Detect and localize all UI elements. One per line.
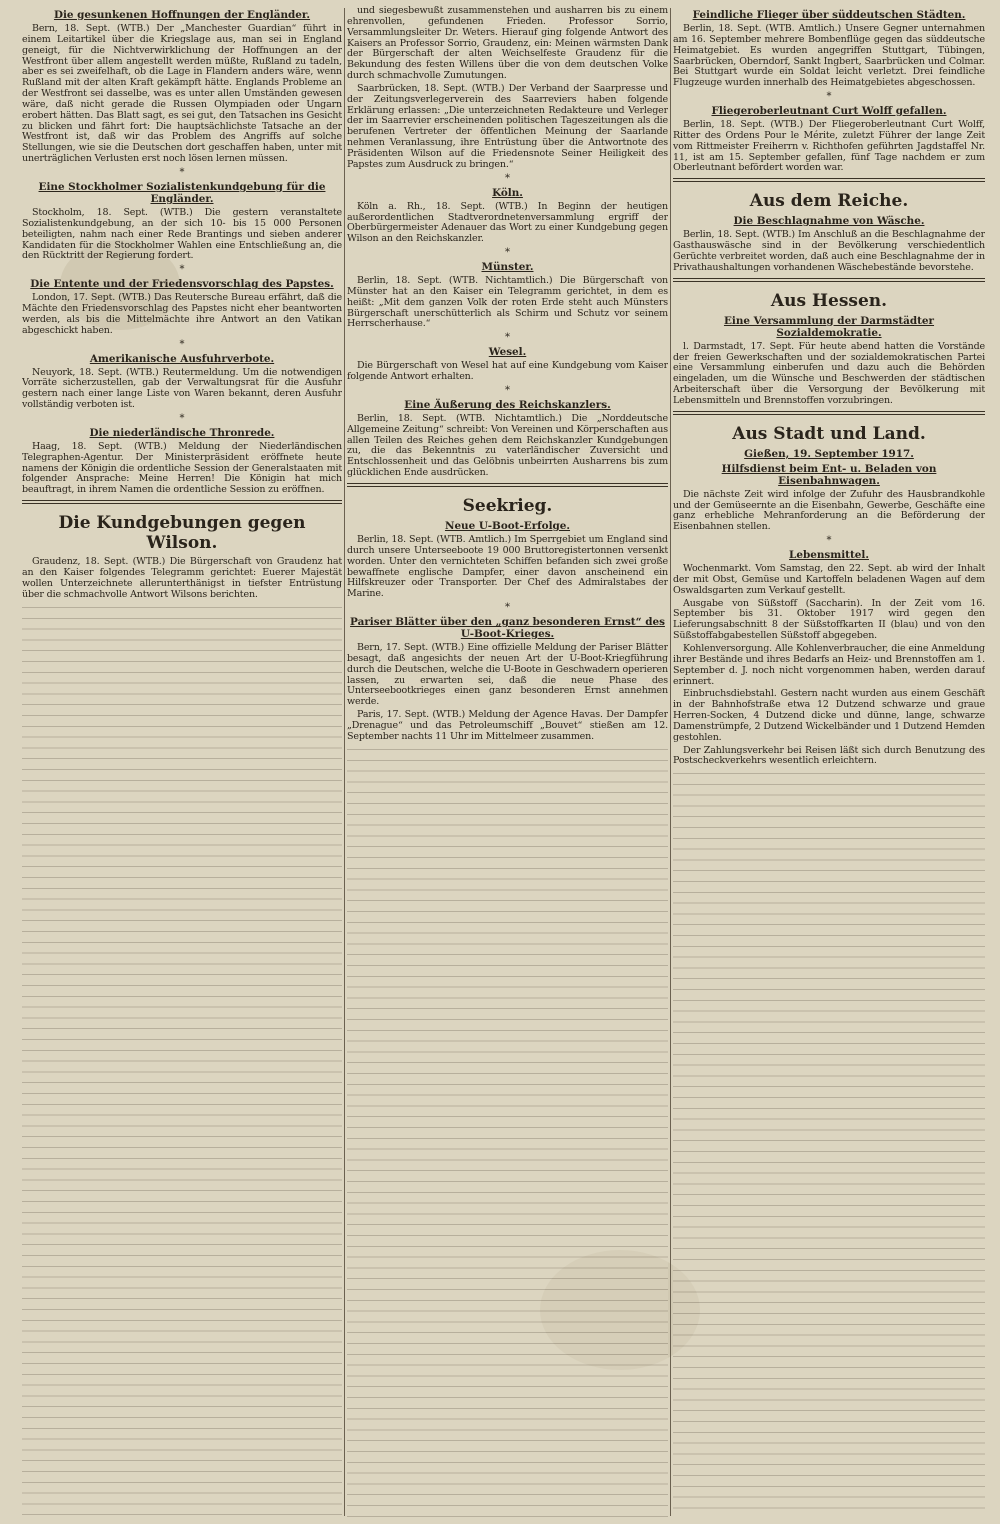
article-paragraph: Die nächste Zeit wird infolge der Zufuhr des Hausbrandkohle und der Gemüseernte an die Eisenbahn, Gewerbe, Geschäfte eine ganz erhebliche Mehranforderung an die Beförderung der Eisenbahnen stellen. (673, 488, 985, 533)
article-paragraph: Wochenmarkt. Vom Samstag, den 22. Sept. ab wird der Inhalt der mit Obst, Gemüse und Kartoffeln beladenen Wagen auf dem Oswaldsgarten zum Verkauf gestellt. (673, 563, 985, 596)
separator-asterisk: * (179, 412, 185, 424)
article-paragraph: l. Darmstadt, 17. Sept. Für heute abend hatten die Vorstände der freien Gewerkschaften und der sozialdemokratischen Partei eine Versammlung einberufen und dazu auch die Behörden eingeladen, um die Wünsche und Beschwerden der städtischen Arbeiterschaft über die Versorgung der Bevölkerung mit Lebensmitteln und Brennstoffen vorzubringen. (673, 340, 985, 406)
separator-asterisk: * (826, 535, 832, 547)
illegible-text-block (347, 745, 668, 1518)
section-heading: Aus dem Reiche. (749, 191, 909, 212)
article-headline: Neue U-Boot-Erfolge. (444, 520, 571, 532)
article-paragraph: Einbruchsdiebstahl. Gestern nacht wurden aus einem Geschäft in der Bahnhofstraße etwa 12 Dutzend schwarze und graue Herren-Socken, 4 Dutzend dicke und dünne, lange, schwarze Damenstrümpfe, 2 Dutzend Wickelbänder und 1 Dutzend Hemden gestohlen. (673, 688, 985, 743)
column-right (673, 6, 985, 1518)
article-headline: Hilfsdienst beim Ent- u. Beladen von Eisenbahnwagen. (721, 462, 937, 487)
article-paragraph: Der Zahlungsverkehr bei Reisen läßt sich durch Benutzung des Postscheckverkehrs wesentlich erleichtern. (673, 744, 985, 767)
article-headline: Die Beschlagnahme von Wäsche. (733, 215, 925, 228)
article-paragraph: Berlin, 18. Sept. (WTB. Amtlich.) Im Sperrgebiet um England sind durch unsere Unterseeboote 19 000 Bruttoregistertonnen versenkt worden. Unter den vernichteten Schiffen befanden sich zwei große bewaffnete englische Dampfer, einer davon anscheinend ein Hilfskreuzer oder Transporter. Der Chef des Admiralstabes der Marine. (347, 534, 668, 600)
article-headline: Die Entente und der Friedensvorschlag des Papstes. (30, 278, 334, 291)
article-paragraph: Die Bürgerschaft von Wesel hat auf eine Kundgebung vom Kaiser folgende Antwort erhalten. (347, 360, 668, 383)
article-paragraph: Bern, 17. Sept. (WTB.) Eine offizielle Meldung der Pariser Blätter besagt, daß angesichts der neuen Art der U-Boot-Kriegführung durch die Deutschen, welche die U-Boote in Geschwadern operieren lassen, zu erwarten sei, daß die neue Phase des Unterseebootkrieges einen ganz besonderen Ernst annehmen werde. (347, 642, 668, 708)
separator-asterisk: * (826, 91, 832, 103)
article-paragraph: Paris, 17. Sept. (WTB.) Meldung der Agence Havas. Der Dampfer „Drenague“ und das Petroleumschiff „Bouvet“ stießen am 12. September nachts 11 Uhr im Mittelmeer zusammen. (347, 709, 668, 742)
article-paragraph: London, 17. Sept. (WTB.) Das Reutersche Bureau erfährt, daß die Mächte den Friedensvorschlag des Papstes nicht eher beantworten werden, als bis die Mittelmächte ihre Antwort an den Vatikan abgeschickt haben. (22, 292, 342, 336)
section-divider (673, 278, 985, 282)
article-headline: Münster. (481, 261, 534, 274)
separator-asterisk: * (179, 264, 185, 276)
article-headline: Feindliche Flieger über süddeutschen Städten. (692, 9, 966, 21)
article-headline: Pariser Blätter über den „ganz besonderen Ernst“ des U-Boot-Krieges. (350, 616, 665, 641)
separator-asterisk: * (179, 166, 185, 178)
article-headline: Köln. (492, 186, 523, 199)
separator-asterisk: * (505, 172, 510, 184)
article-paragraph: Kohlenversorgung. Alle Kohlenverbraucher, die eine Anmeldung ihrer Bestände und ihres Bedarfs an Heiz- und Brennstoffen am 1. September d. J. noch nicht vorgenommen haben, werden darauf erinnert. (673, 643, 985, 687)
section-divider (347, 483, 668, 487)
separator-asterisk: * (505, 247, 510, 259)
illegible-text-block (22, 603, 342, 1518)
section-heading: Aus Hessen. (770, 290, 888, 311)
article-headline: Die gesunkenen Hoffnungen der Engländer. (53, 9, 311, 21)
article-paragraph: Berlin, 18. Sept. (WTB. Nichtamtlich.) Die „Norddeutsche Allgemeine Zeitung“ schreibt: Von Vereinen und Körperschaften aus allen Teilen des Reiches gehen dem Reichskanzler Kundgebungen zu, die das Bekenntnis zu vaterländischer Zuversicht und Entschlossenheit und das Gelöbnis unbeirrten Ausharrens bis zum glücklichen Ende ausdrücken. (347, 412, 668, 479)
section-divider (673, 411, 985, 415)
column-rule (670, 8, 671, 1516)
article-headline: Gießen, 19. September 1917. (744, 447, 914, 460)
article-headline: Eine Stockholmer Sozialistenkundgebung für die Engländer. (38, 180, 326, 205)
article-paragraph: Bern, 18. Sept. (WTB.) Der „Manchester Guardian“ führt in einem Leitartikel über die Kriegslage aus, man sei in England geneigt, für die Nichtverwirklichung der Hoffnungen an der Westfront über allem angestellt werden müßte, Rußland zu tadeln, aber es sei zweifelhaft, ob die Lage in Flandern anders wäre, wenn Rußland mit der alten Kraft gekämpft hätte. Englands Probleme an der Westfront sei dasselbe, was es unter allen Umständen gewesen wäre, daß nicht gerade die Russen Olympiaden oder Ungarn erobert hätten. Das Blatt sagt, es sei gut, den Tatsachen ins Gesicht zu blicken und fährt fort: Die hauptsächlichste Tatsache an der Westfront ist, daß wir das Problem des Angriffs auf solche Stellungen, wie sie die Deutschen dort geschaffen haben, unter mit unerträglichen Verlusten erst noch lösen lernen müssen. (22, 23, 342, 165)
section-heading: Seekrieg. (462, 496, 553, 516)
article-paragraph: Neuyork, 18. Sept. (WTB.) Reutermeldung. Um die notwendigen Vorräte sicherzustellen, gab der Verwaltungsrat für die Ausfuhr gestern nach einer lange Liste von Waren bekannt, deren Ausfuhr vollständig verboten ist. (22, 366, 342, 411)
section-heading: Aus Stadt und Land. (732, 423, 926, 444)
separator-asterisk: * (179, 338, 185, 350)
article-paragraph: Berlin, 18. Sept. (WTB.) Der Fliegeroberleutnant Curt Wolff, Ritter des Ordens Pour le Mérite, zuletzt Führer der lange Zeit vom Rittmeister Freiherrn v. Richthofen geführten Jagdstaffel Nr. 11, ist am 15. September gefallen, fünf Tage nachdem er zum Oberleutnant befördert worden war. (673, 119, 985, 174)
article-headline: Amerikanische Ausfuhrverbote. (89, 352, 275, 365)
separator-asterisk: * (505, 602, 510, 614)
column-left (22, 6, 342, 1518)
column-middle (347, 6, 668, 1518)
article-paragraph: Ausgabe von Süßstoff (Saccharin). In der Zeit vom 16. September bis 31. Oktober 1917 wird gegen den Lieferungsabschnitt 8 der Süßstoffkarten II (blau) und von den Süßstoffabgabestellen Süßstoff abgegeben. (673, 597, 985, 642)
section-heading: Die Kundgebungen gegen Wilson. (58, 513, 306, 554)
separator-asterisk: * (505, 332, 510, 344)
article-paragraph: Berlin, 18. Sept. (WTB. Nichtamtlich.) Die Bürgerschaft von Münster hat an den Kaiser ein Telegramm gerichtet, in dem es heißt: „Mit dem ganzen Volk der roten Erde steht auch Münsters Bürgerschaft unerschütterlich als Schirm und Schutz vor seinem Herrscherhause.“ (347, 275, 668, 330)
article-paragraph: Haag, 18. Sept. (WTB.) Meldung der Niederländischen Telegraphen-Agentur. Der Ministerpräsident eröffnete heute namens der Königin die ordentliche Session der Generalstaaten mit folgender Ansprache: Meine Herren! Die Königin hat mich beauftragt, in ihrem Namen die ordentliche Session zu eröffnen. (22, 440, 342, 496)
illegible-text-block (673, 769, 985, 1518)
separator-asterisk: * (505, 384, 510, 396)
section-divider (22, 500, 342, 504)
article-paragraph: Graudenz, 18. Sept. (WTB.) Die Bürgerschaft von Graudenz hat an den Kaiser folgendes Telegramm gerichtet: Euerer Majestät wollen Unterzeichnete allerunterthänigst in tiefster Entrüstung über die schmachvolle Antwort Wilsons berichten. (22, 556, 342, 600)
article-paragraph: und siegesbewußt zusammenstehen und ausharren bis zu einem ehrenvollen, gefundenen Frieden. Professor Sorrio, Versammlungsleiter Dr. Weters. Hierauf ging folgende Antwort des Kaisers an Professor Sorrio, Graudenz, ein: Meinen wärmsten Dank der Bürgerschaft der alten Weichselfeste Graudenz für die Bekundung des festen Willens über die von dem deutschen Volke durch schmachvolle Zumutungen. (347, 6, 668, 82)
article-paragraph: Berlin, 18. Sept. (WTB. Amtlich.) Unsere Gegner unternahmen am 16. September mehrere Bombenflüge gegen das süddeutsche Heimatgebiet. Es wurden angegriffen Stuttgart, Tübingen, Saarbrücken, Oberndorf, Sankt Ingbert, Saarbrücken und Colmar. Bei Stuttgart wurde ein Soldat leicht verletzt. Drei feindliche Flugzeuge wurden innerhalb des Heimatgebietes abgeschossen. (673, 23, 985, 89)
article-headline: Lebensmittel. (789, 549, 869, 562)
article-paragraph: Stockholm, 18. Sept. (WTB.) Die gestern veranstaltete Sozialistenkundgebung, an der sich 10- bis 15 000 Personen beteiligten, nahm nach einer Rede Brantings und sieben anderer Kandidaten für die Stockholmer Wahlen eine Entschließung an, die den Rücktritt der Regierung fordert. (22, 206, 342, 262)
article-headline: Wesel. (488, 346, 527, 359)
article-headline: Eine Versammlung der Darmstädter Sozialdemokratie. (723, 314, 935, 339)
article-headline: Die niederländische Thronrede. (89, 426, 275, 439)
article-headline: Fliegeroberleutnant Curt Wolff gefallen. (711, 105, 947, 118)
article-paragraph: Berlin, 18. Sept. (WTB.) Im Anschluß an die Beschlagnahme der Gasthauswäsche sind in der Bevölkerung verschiedentlich Gerüchte verbreitet worden, daß auch eine Beschlagnahme der in Privathaushaltungen vorhandenen Wäschebestände bevorstehe. (673, 229, 985, 273)
article-paragraph: Köln a. Rh., 18. Sept. (WTB.) In Beginn der heutigen außerordentlichen Stadtverordnetenversammlung ergriff der Oberbürgermeister Adenauer das Wort zu einer Kundgebung gegen Wilson an den Reichskanzler. (347, 200, 668, 245)
section-divider (673, 178, 985, 182)
article-paragraph: Saarbrücken, 18. Sept. (WTB.) Der Verband der Saarpresse und der Zeitungsverlegerverein des Saarreviers haben folgende Erklärung erlassen: „Die unterzeichneten Redakteure und Verleger der im Saarrevier erscheinenden politischen Tageszeitungen als die berufenen Vertreter der öffentlichen Meinung der Saarlande nehmen Veranlassung, ihre Entrüstung über die Antwortnote des Präsidenten Wilson auf die Friedensnote Seiner Heiligkeit des Papstes zum Ausdruck zu bringen.“ (347, 82, 668, 170)
article-headline: Eine Äußerung des Reichskanzlers. (404, 398, 611, 411)
column-rule (344, 8, 345, 1516)
